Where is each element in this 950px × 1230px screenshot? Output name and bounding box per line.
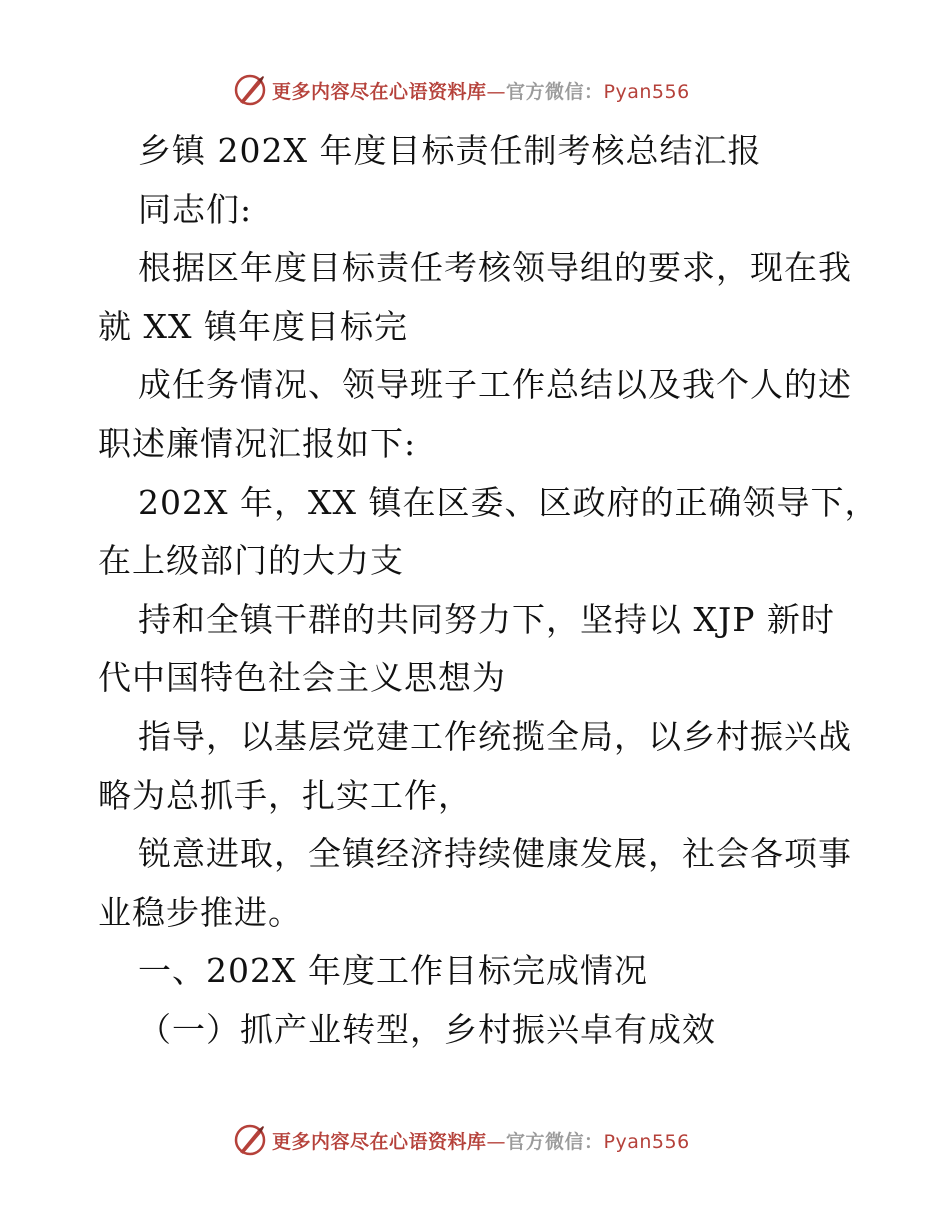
paragraph-line: 锐意进取，全镇经济持续健康发展，社会各项事 bbox=[138, 834, 852, 874]
watermark-text bbox=[272, 1127, 690, 1154]
paragraph-line: 根据区年度目标责任考核领导组的要求，现在我 bbox=[138, 248, 852, 288]
document-body bbox=[98, 122, 879, 1060]
paragraph-line: 职述廉情况汇报如下: bbox=[98, 423, 417, 463]
watermark-wechat-label: 官方微信： bbox=[506, 80, 604, 103]
watermark-separator: — bbox=[486, 80, 507, 103]
paragraph-line: 成任务情况、领导班子工作总结以及我个人的述 bbox=[138, 365, 852, 405]
paragraph-line: 略为总抓手，扎实工作， bbox=[98, 775, 472, 815]
watermark-wechat-id: Pyan556 bbox=[603, 1130, 690, 1153]
paragraph-line: 持和全镇干群的共同努力下，坚持以 XJP 新时 bbox=[138, 599, 835, 639]
watermark-wechat-id: Pyan556 bbox=[603, 80, 690, 103]
watermark-brand: 更多内容尽在心语资料库 bbox=[272, 1130, 487, 1153]
watermark-brand: 更多内容尽在心语资料库 bbox=[272, 80, 487, 103]
watermark-separator: — bbox=[486, 1130, 507, 1153]
document-title: 乡镇 202X 年度目标责任制考核总结汇报 bbox=[138, 131, 762, 170]
paragraph-line: 在上级部门的大力支 bbox=[98, 541, 404, 581]
watermark-wechat-label: 官方微信： bbox=[506, 1130, 604, 1153]
paragraph-line: 业稳步推进。 bbox=[98, 892, 302, 932]
header-watermark bbox=[232, 70, 690, 110]
quill-pen-icon bbox=[232, 72, 268, 108]
paragraph-line: 指导，以基层党建工作统揽全局，以乡村振兴战 bbox=[138, 716, 852, 756]
watermark-text bbox=[272, 77, 690, 104]
paragraph-line: 代中国特色社会主义思想为 bbox=[98, 658, 506, 698]
paragraph-line: 就 XX 镇年度目标完 bbox=[98, 306, 408, 346]
quill-pen-icon bbox=[232, 1122, 268, 1158]
section-heading: 一、202X 年度工作目标完成情况 bbox=[138, 951, 648, 991]
paragraph-line: 202X 年，XX 镇在区委、区政府的正确领导下， bbox=[138, 482, 879, 522]
footer-watermark bbox=[232, 1120, 690, 1160]
salutation: 同志们: bbox=[138, 189, 253, 229]
subsection-heading: （一）抓产业转型，乡村振兴卓有成效 bbox=[138, 1009, 716, 1049]
